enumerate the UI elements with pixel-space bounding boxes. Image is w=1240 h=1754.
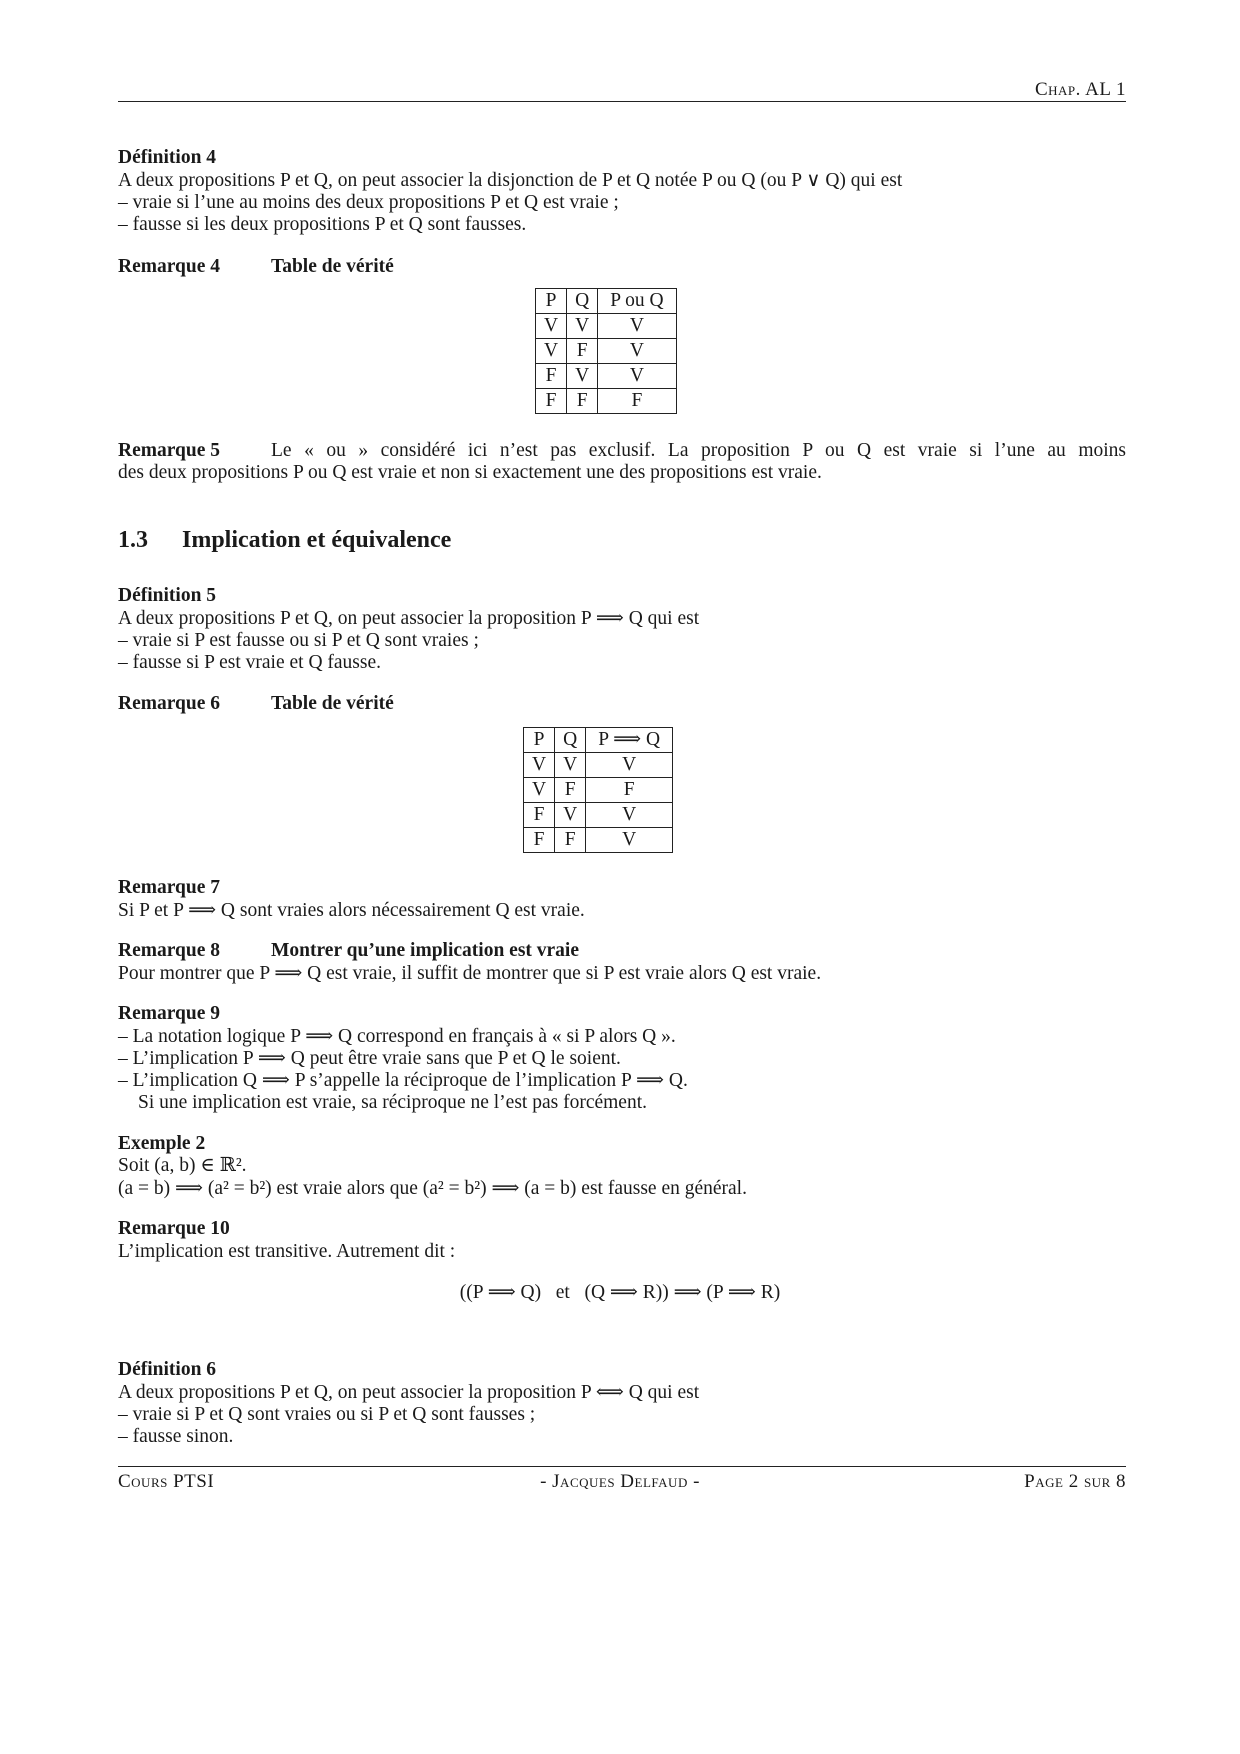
def4-line-1: A deux propositions P et Q, on peut associer la disjonction de P et Q notée P ou Q (ou P ∨ Q) qui est <box>118 170 903 191</box>
table-cell: F <box>524 803 555 828</box>
def5-title: Définition 5 <box>118 585 217 606</box>
table-row <box>524 803 673 828</box>
table-cell: F <box>586 778 673 803</box>
ex2-label: Exemple 2 <box>118 1133 206 1154</box>
def5-line-1: A deux propositions P et Q, on peut associer la proposition P ⟹ Q qui est <box>118 608 700 629</box>
table-row <box>536 314 677 339</box>
ex2-line-2: (a = b) ⟹ (a² = b²) est vraie alors que (a² = b²) ⟹ (a = b) est fausse en général. <box>118 1178 747 1199</box>
table-header-cell: Q <box>555 728 586 753</box>
rem10-text: L’implication est transitive. Autrement dit : <box>118 1241 456 1262</box>
footer-rule <box>118 1466 1126 1467</box>
def6-line-1: A deux propositions P et Q, on peut associer la proposition P ⟺ Q qui est <box>118 1382 700 1403</box>
table-row <box>536 339 677 364</box>
rem9-line-4: Si une implication est vraie, sa réciproque ne l’est pas forcément. <box>138 1092 647 1113</box>
def6-title: Définition 6 <box>118 1359 217 1380</box>
rem9-label: Remarque 9 <box>118 1003 221 1024</box>
table-cell: F <box>567 389 598 414</box>
table-cell: F <box>524 828 555 853</box>
table-cell: V <box>536 314 567 339</box>
def5-line-2: – vraie si P est fausse ou si P et Q sont vraies ; <box>118 630 479 651</box>
table-cell: V <box>598 339 676 364</box>
rem7-text: Si P et P ⟹ Q sont vraies alors nécessairement Q est vraie. <box>118 900 585 921</box>
table-header-cell: P <box>524 728 555 753</box>
table-cell: F <box>536 389 567 414</box>
table-header-row <box>536 289 677 314</box>
table-cell: V <box>586 753 673 778</box>
table-row <box>524 778 673 803</box>
table-row <box>536 364 677 389</box>
truth-table-implication <box>523 727 673 853</box>
table-cell: V <box>555 753 586 778</box>
section-title: Implication et équivalence <box>182 527 452 553</box>
header-chapter: Chap. AL 1 <box>1034 79 1126 100</box>
table-cell: V <box>586 828 673 853</box>
table-cell: F <box>536 364 567 389</box>
table-header-cell: Q <box>567 289 598 314</box>
table-cell: V <box>586 803 673 828</box>
rem9-line-1: – La notation logique P ⟹ Q correspond en français à « si P alors Q ». <box>118 1026 676 1047</box>
def4-line-3: – fausse si les deux propositions P et Q sont fausses. <box>118 214 527 235</box>
table-row <box>536 389 677 414</box>
table-row <box>524 828 673 853</box>
rem9-line-3: – L’implication Q ⟹ P s’appelle la réciproque de l’implication P ⟹ Q. <box>118 1070 688 1091</box>
footer-page-number: Page 2 sur 8 <box>1024 1471 1126 1492</box>
rem5-line-1: Le « ou » considéré ici n’est pas exclusif. La proposition P ou Q est vraie si l’une au moins <box>271 440 1126 461</box>
section-number: 1.3 <box>118 527 148 553</box>
def6-line-2: – vraie si P et Q sont vraies ou si P et Q sont fausses ; <box>118 1404 536 1425</box>
truth-table-or <box>535 288 677 414</box>
header-rule <box>118 101 1126 102</box>
table-row <box>524 753 673 778</box>
def4-title: Définition 4 <box>118 147 217 168</box>
table-cell: F <box>598 389 676 414</box>
table-cell: V <box>524 778 555 803</box>
footer-left: Cours PTSI <box>118 1471 215 1492</box>
def4-line-2: – vraie si l’une au moins des deux propositions P et Q est vraie ; <box>118 192 619 213</box>
rem5-label: Remarque 5 <box>118 440 221 461</box>
table-header-cell: P ou Q <box>598 289 676 314</box>
def6-line-3: – fausse sinon. <box>118 1426 234 1447</box>
table-header-cell: P <box>536 289 567 314</box>
rem10-label: Remarque 10 <box>118 1218 230 1239</box>
rem9-line-2: – L’implication P ⟹ Q peut être vraie sans que P et Q le soient. <box>118 1048 621 1069</box>
table-header-cell: P ⟹ Q <box>586 728 673 753</box>
table-cell: V <box>598 314 676 339</box>
rem8-title: Montrer qu’une implication est vraie <box>271 940 580 961</box>
table-cell: V <box>555 803 586 828</box>
table-cell: V <box>567 314 598 339</box>
def5-line-3: – fausse si P est vraie et Q fausse. <box>118 652 382 673</box>
transitivity-formula: ((P ⟹ Q) et (Q ⟹ R)) ⟹ (P ⟹ R) <box>459 1282 781 1303</box>
rem4-title: Table de vérité <box>271 256 394 277</box>
ex2-line-1: Soit (a, b) ∈ ℝ². <box>118 1155 247 1176</box>
table-cell: F <box>567 339 598 364</box>
table-cell: V <box>598 364 676 389</box>
table-cell: F <box>555 778 586 803</box>
table-cell: V <box>567 364 598 389</box>
table-cell: V <box>524 753 555 778</box>
table-cell: V <box>536 339 567 364</box>
table-cell: F <box>555 828 586 853</box>
rem7-label: Remarque 7 <box>118 877 221 898</box>
rem5-line-2: des deux propositions P ou Q est vraie et non si exactement une des propositions est vraie. <box>118 462 822 483</box>
table-header-row <box>524 728 673 753</box>
rem6-title: Table de vérité <box>271 693 394 714</box>
rem6-label: Remarque 6 <box>118 693 221 714</box>
rem8-text: Pour montrer que P ⟹ Q est vraie, il suffit de montrer que si P est vraie alors Q est vraie. <box>118 963 822 984</box>
rem4-label: Remarque 4 <box>118 256 221 277</box>
rem8-label: Remarque 8 <box>118 940 221 961</box>
footer-center: - Jacques Delfaud - <box>540 1471 700 1492</box>
